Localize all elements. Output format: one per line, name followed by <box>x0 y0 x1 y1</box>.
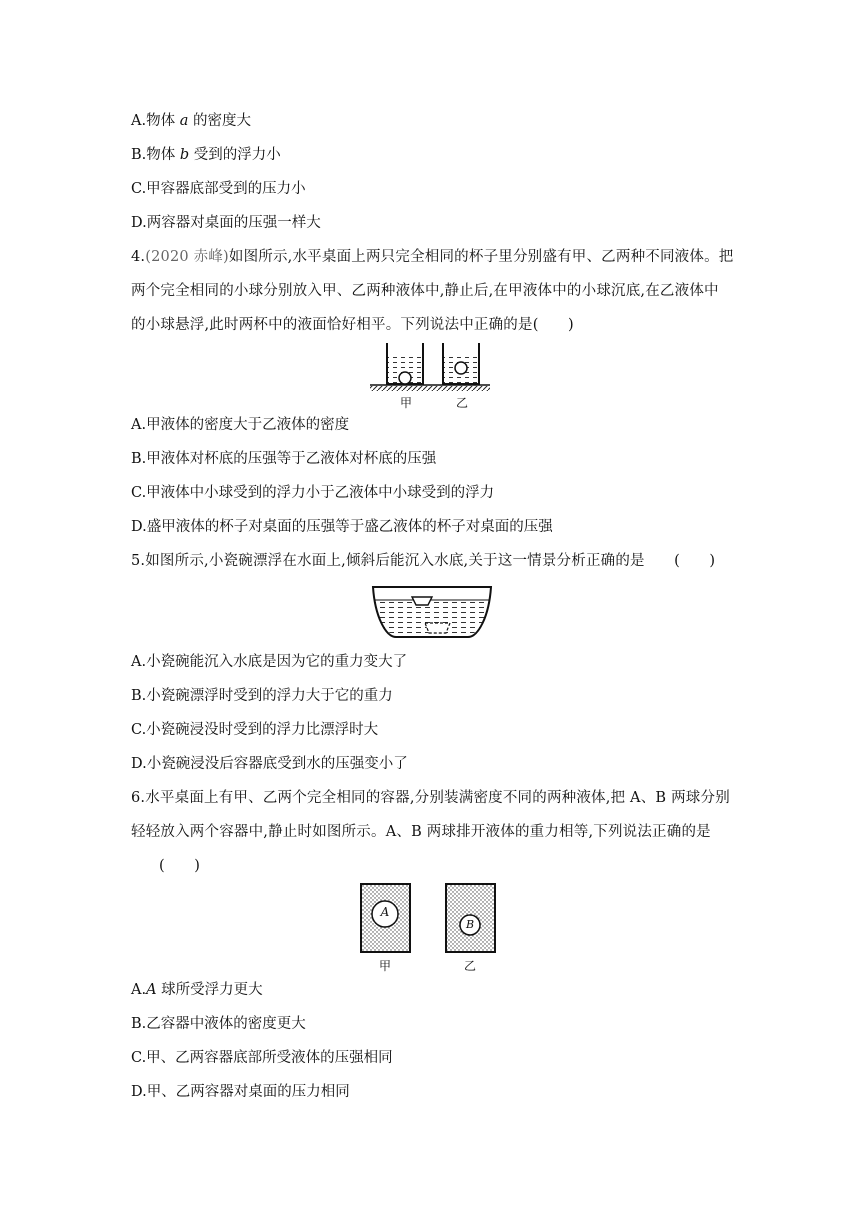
q6-option-c: C.甲、乙两容器底部所受液体的压强相同 <box>131 1050 393 1066</box>
option-text: C.甲容器底部受到的压力小 <box>131 181 306 197</box>
q5-stem-line1: 5.如图所示,小瓷碗漂浮在水面上,倾斜后能沉入水底,关于这一情景分析正确的是 ( ) <box>131 553 716 569</box>
q4-label-jia: 甲 <box>400 396 413 410</box>
q6-label-yi: 乙 <box>464 959 477 973</box>
q3-option-b <box>131 145 281 165</box>
ball-b-label: B <box>465 918 475 931</box>
option-text: 的密度大 <box>188 113 251 129</box>
q6-figure-containers <box>358 881 504 957</box>
q4-option-c: C.甲液体中小球受到的浮力小于乙液体中小球受到的浮力 <box>131 485 495 501</box>
q3-option-c <box>131 179 306 199</box>
q4-stem-line3: 的小球悬浮,此时两杯中的液面恰好相平。下列说法中正确的是( ) <box>131 317 574 333</box>
question-source: (2020 赤峰) <box>145 249 229 265</box>
variable: a <box>179 113 189 129</box>
q6-stem-line1: 6.水平桌面上有甲、乙两个完全相同的容器,分别装满密度不同的两种液体,把 A、B 两球分别 <box>131 790 730 806</box>
q6-label-jia: 甲 <box>379 959 392 973</box>
q4-option-b: B.甲液体对杯底的压强等于乙液体对杯底的压强 <box>131 451 437 467</box>
q6-option-d: D.甲、乙两容器对桌面的压力相同 <box>131 1084 350 1100</box>
q5-option-b: B.小瓷碗漂浮时受到的浮力大于它的重力 <box>131 688 393 704</box>
option-text: 受到的浮力小 <box>189 147 281 163</box>
option-text: D.两容器对桌面的压强一样大 <box>131 215 321 231</box>
variable: b <box>179 147 190 163</box>
q6-option-b: B.乙容器中液体的密度更大 <box>131 1016 306 1032</box>
option-text: A.物体 <box>131 113 180 129</box>
q4-option-d: D.盛甲液体的杯子对桌面的压强等于盛乙液体的杯子对桌面的压强 <box>131 519 553 535</box>
option-text: 球所受浮力更大 <box>156 982 263 998</box>
question-number: 4. <box>131 249 146 265</box>
option-text: B.物体 <box>131 147 180 163</box>
q4-label-yi: 乙 <box>456 396 469 410</box>
q4-option-a: A.甲液体的密度大于乙液体的密度 <box>131 417 350 433</box>
q5-option-d: D.小瓷碗浸没后容器底受到水的压强变小了 <box>131 756 408 772</box>
variable: A <box>146 982 157 998</box>
option-text: A. <box>131 982 147 998</box>
q3-option-a <box>131 111 251 131</box>
question-text: 如图所示,水平桌面上两只完全相同的杯子里分别盛有甲、乙两种不同液体。把 <box>228 249 734 265</box>
q4-figure-cups <box>368 340 492 410</box>
q6-option-a <box>131 980 263 1000</box>
q5-option-c: C.小瓷碗浸没时受到的浮力比漂浮时大 <box>131 722 379 738</box>
q6-stem-line2: 轻轻放入两个容器中,静止时如图所示。A、B 两球排开液体的重力相等,下列说法正确的是 <box>131 824 711 840</box>
q4-stem-line1 <box>131 247 733 267</box>
q4-stem-line2: 两个完全相同的小球分别放入甲、乙两种液体中,静止后,在甲液体中的小球沉底,在乙液体中 <box>131 283 719 299</box>
ball-a-label: A <box>380 905 390 919</box>
q3-option-d <box>131 213 321 233</box>
q6-stem-line3: ( ) <box>159 858 201 874</box>
q5-figure-bowl-basin <box>370 585 494 641</box>
q5-option-a: A.小瓷碗能沉入水底是因为它的重力变大了 <box>131 654 408 670</box>
